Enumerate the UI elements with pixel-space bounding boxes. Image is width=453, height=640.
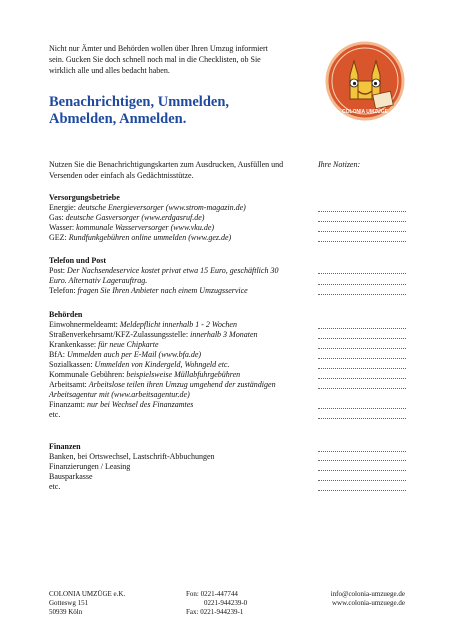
item-note: für neue Chipkarte <box>98 340 159 349</box>
intro-text: Nicht nur Ämter und Behörden wollen über Ihren Umzug informiert sein. Gucken Sie doch schnell noch mal in die Checklisten, ob Sie wirklich alle und alles bedacht haben. <box>49 44 268 75</box>
item-label: etc. <box>49 410 61 419</box>
item-note: Arbeitslose teilen ihren Umzug umgehend der zuständigen Arbeitsagentur mit (www.arbeitsagentur.de) <box>49 380 276 399</box>
section-title: Behörden <box>49 310 83 319</box>
item-label: Krankenkasse: <box>49 340 99 349</box>
note-line[interactable] <box>318 470 406 471</box>
item-note: Der Nachsendeservice kostet privat etwa 15 Euro, geschäftlich 30 Euro. Alternativ Lagerauftrag. <box>49 266 279 285</box>
item-label: Finanzamt: <box>49 400 87 409</box>
email-link[interactable]: info@colonia-umzuege.de <box>330 590 405 598</box>
section-behoerden <box>49 310 349 420</box>
note-line[interactable] <box>318 378 406 379</box>
item-label: Post: <box>49 266 68 275</box>
item-label: Sozialkassen: <box>49 360 95 369</box>
item-label: BfA: <box>49 350 67 359</box>
list-item <box>49 360 349 370</box>
list-item <box>49 370 349 380</box>
list-item <box>49 223 349 233</box>
list-item <box>49 233 349 243</box>
footer-company <box>49 590 125 617</box>
list-item <box>49 320 349 330</box>
note-line[interactable] <box>318 408 406 409</box>
item-label: Banken, bei Ortswechsel, Lastschrift-Abbuchungen <box>49 452 215 461</box>
page-title <box>49 94 229 128</box>
item-label: Einwohnermeldeamt: <box>49 320 120 329</box>
note-line[interactable] <box>318 231 406 232</box>
item-note: deutsche Gasversorger (www.erdgasruf.de) <box>65 213 205 222</box>
item-label: Arbeitsamt: <box>49 380 89 389</box>
fax-line: Fax: 0221-944239-1 <box>186 608 244 616</box>
title-line-2: Abmelden, Anmelden. <box>49 111 187 127</box>
website-link[interactable]: www.colonia-umzuege.de <box>331 599 405 607</box>
note-line[interactable] <box>318 451 406 452</box>
section-finanzen <box>49 442 349 492</box>
note-line[interactable] <box>318 294 406 295</box>
item-note: beispielsweise Müllabfuhrgebühren <box>126 370 241 379</box>
list-item <box>49 462 349 472</box>
list-item <box>49 266 279 286</box>
item-note: nur bei Wechsel des Finanzamtes <box>87 400 194 409</box>
item-label: Kommunale Gebühren: <box>49 370 127 379</box>
item-note: fragen Sie Ihren Anbieter nach einem Umzugsservice <box>77 286 248 295</box>
section-title: Versorgungsbetriebe <box>49 193 120 202</box>
list-item <box>49 203 349 213</box>
phone-line: Fon: 0221-447744 <box>186 590 238 598</box>
note-line[interactable] <box>318 358 406 359</box>
list-item <box>49 380 289 400</box>
company-city: 50939 Köln <box>49 608 83 616</box>
list-item <box>49 340 349 350</box>
list-item <box>49 213 349 223</box>
note-line[interactable] <box>318 490 406 491</box>
note-line[interactable] <box>318 368 406 369</box>
company-street: Gotteswg 151 <box>49 599 89 607</box>
list-item <box>49 410 349 420</box>
item-label: Telefon: <box>49 286 78 295</box>
item-label: Bausparkasse <box>49 472 93 481</box>
phone-line: 0221-944239-0 <box>204 599 248 607</box>
note-line[interactable] <box>318 338 406 339</box>
item-label: Finanzierungen / Leasing <box>49 462 131 471</box>
section-title: Telefon und Post <box>49 256 107 265</box>
title-line-1: Benachrichtigen, Ummelden, <box>49 94 230 110</box>
item-label: etc. <box>49 482 61 491</box>
note-line[interactable] <box>318 460 406 461</box>
item-note: Ummelden von Kindergeld, Wohngeld etc. <box>94 360 230 369</box>
note-line[interactable] <box>318 241 406 242</box>
item-note: Meldepflicht innerhalb 1 - 2 Wochen <box>119 320 237 329</box>
list-item <box>49 330 349 340</box>
item-note: kommunale Wasserversorger (www.vku.de) <box>76 223 215 232</box>
section-versorgung <box>49 193 349 243</box>
note-line[interactable] <box>318 328 406 329</box>
notes-heading: Ihre Notizen: <box>318 160 361 169</box>
item-label: Gas: <box>49 213 66 222</box>
list-item <box>49 452 349 462</box>
list-item <box>49 286 349 296</box>
section-telefon-post <box>49 256 349 296</box>
list-item <box>49 350 349 360</box>
note-line[interactable] <box>318 480 406 481</box>
item-note: deutsche Energieversorger (www.strom-magazin.de) <box>77 203 246 212</box>
item-note: Ummelden auch per E-Mail (www.bfa.de) <box>67 350 202 359</box>
note-line[interactable] <box>318 284 406 285</box>
logo-text: COLONIA UMZÜGE <box>342 109 388 115</box>
note-line[interactable] <box>318 273 406 274</box>
note-line[interactable] <box>318 348 406 349</box>
footer-phones <box>186 590 247 617</box>
item-note: Rundfunkgebühren online ummelden (www.gez.de) <box>68 233 232 242</box>
item-label: GEZ: <box>49 233 69 242</box>
section-title: Finanzen <box>49 442 81 451</box>
company-name: COLONIA UMZÜGE e.K. <box>49 590 126 598</box>
item-label: Energie: <box>49 203 78 212</box>
list-item <box>49 400 349 410</box>
list-item <box>49 482 349 492</box>
item-label: Wasser: <box>49 223 77 232</box>
list-item <box>49 472 349 482</box>
note-line[interactable] <box>318 221 406 222</box>
lead-text: Nutzen Sie die Benachrichtigungskarten zum Ausdrucken, Ausfüllen und Versenden oder einfach als Gedächtnisstütze. <box>49 160 284 180</box>
item-note: innerhalb 3 Monaten <box>190 330 258 339</box>
note-line[interactable] <box>318 211 406 212</box>
footer-web <box>331 590 405 608</box>
colonia-logo <box>325 41 405 121</box>
item-label: Straßenverkehrsamt/KFZ-Zulassungsstelle: <box>49 330 191 339</box>
note-line[interactable] <box>318 388 406 389</box>
note-line[interactable] <box>318 418 406 419</box>
